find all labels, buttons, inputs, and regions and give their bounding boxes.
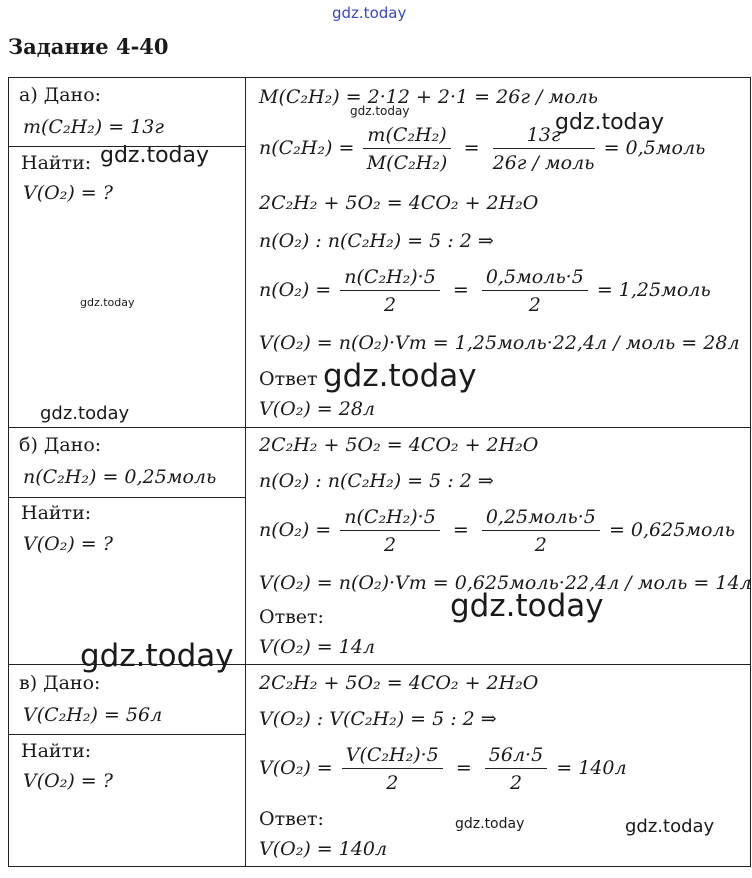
watermark: gdz.today — [350, 104, 410, 118]
oxygen-volume-line-c: V(O₂) = $\frac{\text{V(C₂H₂)·5}}{2}$ = $\frac{56л\cdot 5}{2}$ = 140л — [259, 744, 627, 794]
find-label-c: Найти: — [21, 740, 92, 762]
oxygen-moles-line-b: n(O₂) = $\frac{\text{n(C₂H₂)·5}}{2}$ = $\frac{\text{0,25моль·5}}{2}$ = 0,625моль — [259, 506, 735, 556]
given-label-c: в) Дано: — [19, 672, 101, 694]
oxygen-volume-line-b: V(O₂) = n(O₂)·Vm = 0,625моль·22,4л / моль = 14л — [259, 572, 752, 594]
find-label-b: Найти: — [21, 502, 92, 524]
mole-ratio-b: n(O₂) : n(C₂H₂) = 5 : 2 ⇒ — [259, 470, 494, 492]
moles-lhs-a: n(C₂H₂) = — [259, 137, 355, 159]
given-find-divider-c — [9, 734, 245, 735]
moles-result-a: = 0,5моль — [603, 137, 706, 159]
fraction-denominator: 2 — [534, 534, 547, 556]
watermark: gdz.today — [625, 816, 715, 837]
watermark: gdz.today — [40, 403, 130, 424]
mole-ratio-a: n(O₂) : n(C₂H₂) = 5 : 2 ⇒ — [259, 230, 494, 252]
oxygen-volume-line-a: V(O₂) = n(O₂)·Vm = 1,25моль·22,4л / моль = 28л — [259, 332, 740, 354]
oxygen-fraction-2-b — [482, 506, 600, 556]
find-value-a: V(O₂) = ? — [23, 182, 113, 204]
fraction-numerator: 56л·5 — [485, 744, 547, 769]
answer-value-a: V(O₂) = 28л — [259, 398, 376, 420]
moles-line-a: n(C₂H₂) = $\frac{\text{m(C₂H₂)}}{\text{M(C₂H₂)}}$ = $\frac{13г}{\text{26г / моль}}$ = 0,5моль — [259, 124, 706, 174]
fraction-denominator: 2 — [386, 772, 399, 794]
reaction-equation-b: 2C₂H₂ + 5O₂ = 4CO₂ + 2H₂O — [259, 434, 539, 456]
fraction-numerator: 0,5моль·5 — [482, 266, 588, 291]
fraction-numerator: V(C₂H₂)·5 — [342, 744, 443, 769]
fraction-denominator: 2 — [528, 294, 541, 316]
watermark: gdz.today — [555, 110, 665, 135]
watermark: gdz.today — [455, 816, 525, 832]
answer-value-c: V(O₂) = 140л — [259, 838, 388, 860]
find-value-c: V(O₂) = ? — [23, 770, 113, 792]
answer-label-c: Ответ: — [259, 808, 324, 830]
given-label-a: а) Дано: — [19, 84, 102, 106]
oxygen-fraction-1-c — [342, 744, 443, 794]
watermark-top: gdz.today — [332, 4, 407, 22]
answer-label-b: Ответ: — [259, 606, 324, 628]
given-label-b: б) Дано: — [19, 434, 102, 456]
given-value-c: V(C₂H₂) = 56л — [23, 704, 163, 726]
fraction-numerator: 0,25моль·5 — [482, 506, 600, 531]
answer-label-a: Ответ — [259, 368, 318, 390]
fraction-numerator: m(C₂H₂) — [363, 124, 450, 149]
given-find-divider-b — [9, 497, 245, 498]
find-value-b: V(O₂) = ? — [23, 533, 113, 555]
fraction-denominator: M(C₂H₂) — [366, 152, 448, 174]
oxygen-moles-result-a: = 1,25моль — [596, 279, 711, 301]
oxygen-fraction-2-c — [485, 744, 547, 794]
watermark: gdz.today — [323, 358, 477, 394]
fraction-numerator: n(C₂H₂)·5 — [340, 266, 440, 291]
oxygen-moles-lhs-b: n(O₂) = — [259, 519, 332, 541]
volume-ratio-c: V(O₂) : V(C₂H₂) = 5 : 2 ⇒ — [259, 708, 497, 730]
watermark: gdz.today — [450, 588, 604, 624]
fraction-numerator: 13г — [493, 124, 595, 149]
oxygen-fraction-1-a — [340, 266, 440, 316]
reaction-equation-a: 2C₂H₂ + 5O₂ = 4CO₂ + 2H₂O — [259, 192, 539, 214]
watermark: gdz.today — [80, 638, 234, 674]
oxygen-moles-line-a: n(O₂) = $\frac{\text{n(C₂H₂)·5}}{2}$ = $\frac{\text{0,5моль·5}}{2}$ = 1,25моль — [259, 266, 711, 316]
solution-table — [8, 77, 751, 867]
oxygen-moles-result-b: = 0,625моль — [608, 519, 735, 541]
given-value-b: n(C₂H₂) = 0,25моль — [23, 466, 217, 488]
watermark: gdz.today — [100, 143, 210, 168]
fraction-denominator: 2 — [383, 294, 397, 316]
molar-mass-line-a: M(C₂H₂) = 2·12 + 2·1 = 26г / моль — [259, 86, 599, 108]
oxygen-fraction-2-a — [482, 266, 588, 316]
fraction-denominator: 2 — [383, 534, 397, 556]
row-divider-a-b — [9, 427, 750, 428]
oxygen-fraction-1-b — [340, 506, 440, 556]
answer-value-b: V(O₂) = 14л — [259, 636, 376, 658]
find-label-a: Найти: — [21, 152, 92, 174]
oxygen-volume-result-c: = 140л — [556, 757, 627, 779]
fraction-denominator: 26г / моль — [492, 152, 595, 174]
oxygen-moles-lhs-a: n(O₂) = — [259, 279, 332, 301]
column-divider — [245, 78, 246, 866]
watermark: gdz.today — [80, 296, 135, 309]
given-value-a: m(C₂H₂) = 13г — [23, 116, 164, 138]
moles-fraction-1-a — [363, 124, 450, 174]
reaction-equation-c: 2C₂H₂ + 5O₂ = 4CO₂ + 2H₂O — [259, 672, 539, 694]
fraction-denominator: 2 — [509, 772, 523, 794]
fraction-numerator: n(C₂H₂)·5 — [340, 506, 440, 531]
oxygen-volume-lhs-c: V(O₂) = — [259, 757, 333, 779]
page-title: Задание 4-40 — [8, 34, 169, 59]
